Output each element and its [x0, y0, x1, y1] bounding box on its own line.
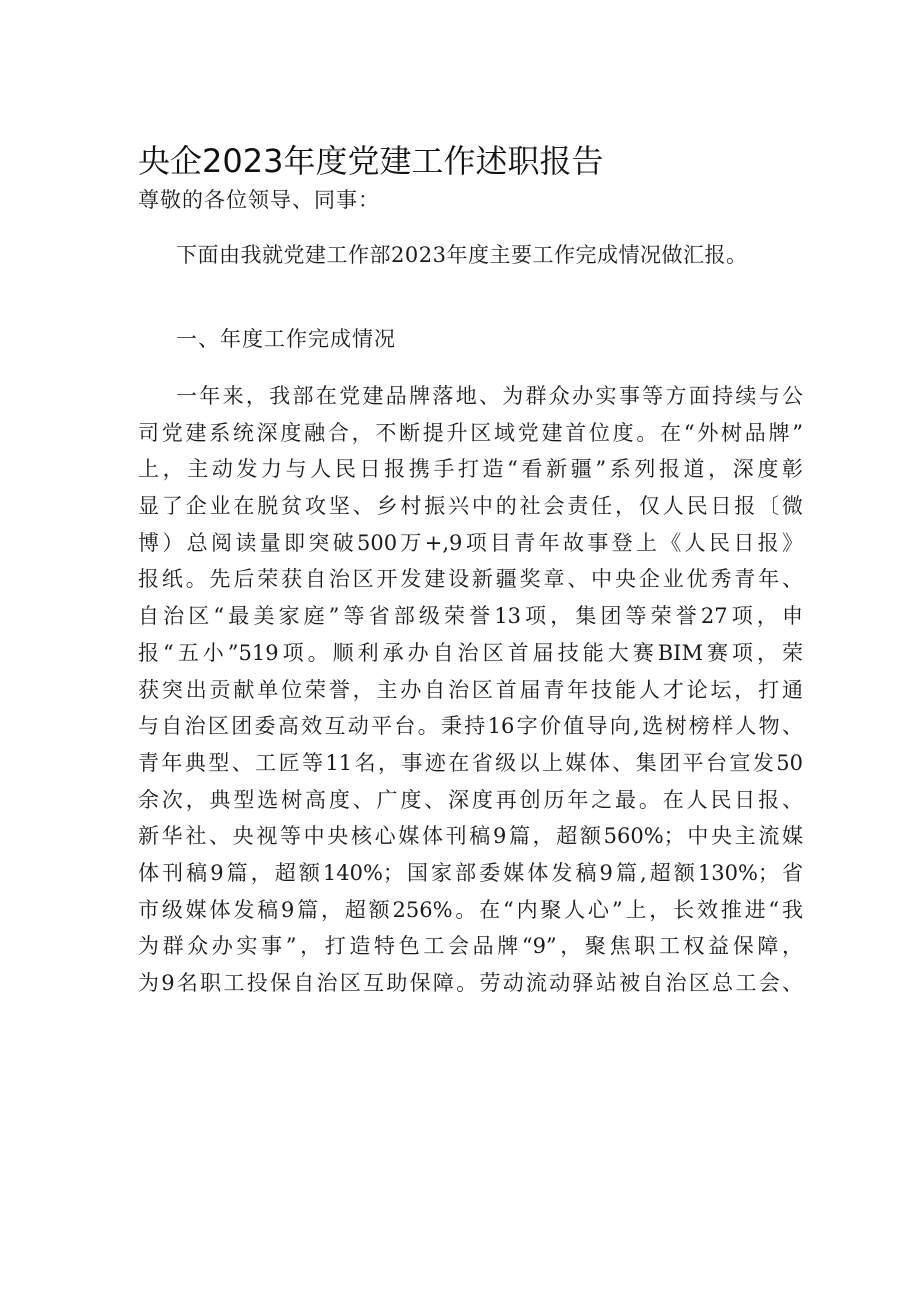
body-line: 自治区“最美家庭”等省部级荣誉13项，集团等荣誉27项，申: [138, 604, 803, 629]
intro-paragraph: 下面由我就党建工作部2023年度主要工作完成情况做汇报。: [176, 243, 748, 267]
salutation: 尊敬的各位领导、同事：: [138, 188, 380, 212]
section-heading: 一、年度工作完成情况: [176, 327, 396, 351]
body-line: 司党建系统深度融合，不断提升区域党建首位度。在“外树品牌”: [138, 420, 803, 445]
body-line: 与自治区团委高效互动平台。秉持16字价值导向,选树榜样人物、: [138, 714, 803, 739]
body-line: 体刊稿9篇，超额140%；国家部委媒体发稿9篇,超额130%；省: [138, 860, 803, 885]
document-title: 央企2023年度党建工作述职报告: [138, 142, 604, 180]
body-line: 获突出贡献单位荣誉，主办自治区首届青年技能人才论坛，打通: [138, 677, 803, 702]
body-line: 一年来，我部在党建品牌落地、为群众办实事等方面持续与公: [176, 384, 803, 408]
body-line: 显了企业在脱贫攻坚、乡村振兴中的社会责任，仅人民日报〔微: [138, 494, 803, 519]
body-line: 报纸。先后荣获自治区开发建设新疆奖章、中央企业优秀青年、: [138, 567, 803, 592]
body-line: 市级媒体发稿9篇，超额256%。在“内聚人心”上，长效推进“我: [138, 897, 803, 922]
body-line: 青年典型、工匠等11名，事迹在省级以上媒体、集团平台宣发50: [138, 750, 803, 775]
body-line: 报“五小”519项。顺利承办自治区首届技能大赛BIM赛项，荣: [138, 640, 803, 665]
body-line: 博）总阅读量即突破500万+,9项目青年故事登上《人民日报》: [138, 530, 803, 555]
body-line: 为群众办实事”，打造特色工会品牌“9”，聚焦职工权益保障，: [138, 934, 803, 959]
body-line: 新华社、央视等中央核心媒体刊稿9篇，超额560%；中央主流媒: [138, 824, 803, 849]
body-line: 余次，典型选树高度、广度、深度再创历年之最。在人民日报、: [138, 787, 803, 812]
body-line: 上，主动发力与人民日报携手打造“看新疆”系列报道，深度彰: [138, 457, 803, 482]
body-line: 为9名职工投保自治区互助保障。劳动流动驿站被自治区总工会、: [138, 971, 803, 995]
body-paragraph: [138, 378, 803, 1002]
